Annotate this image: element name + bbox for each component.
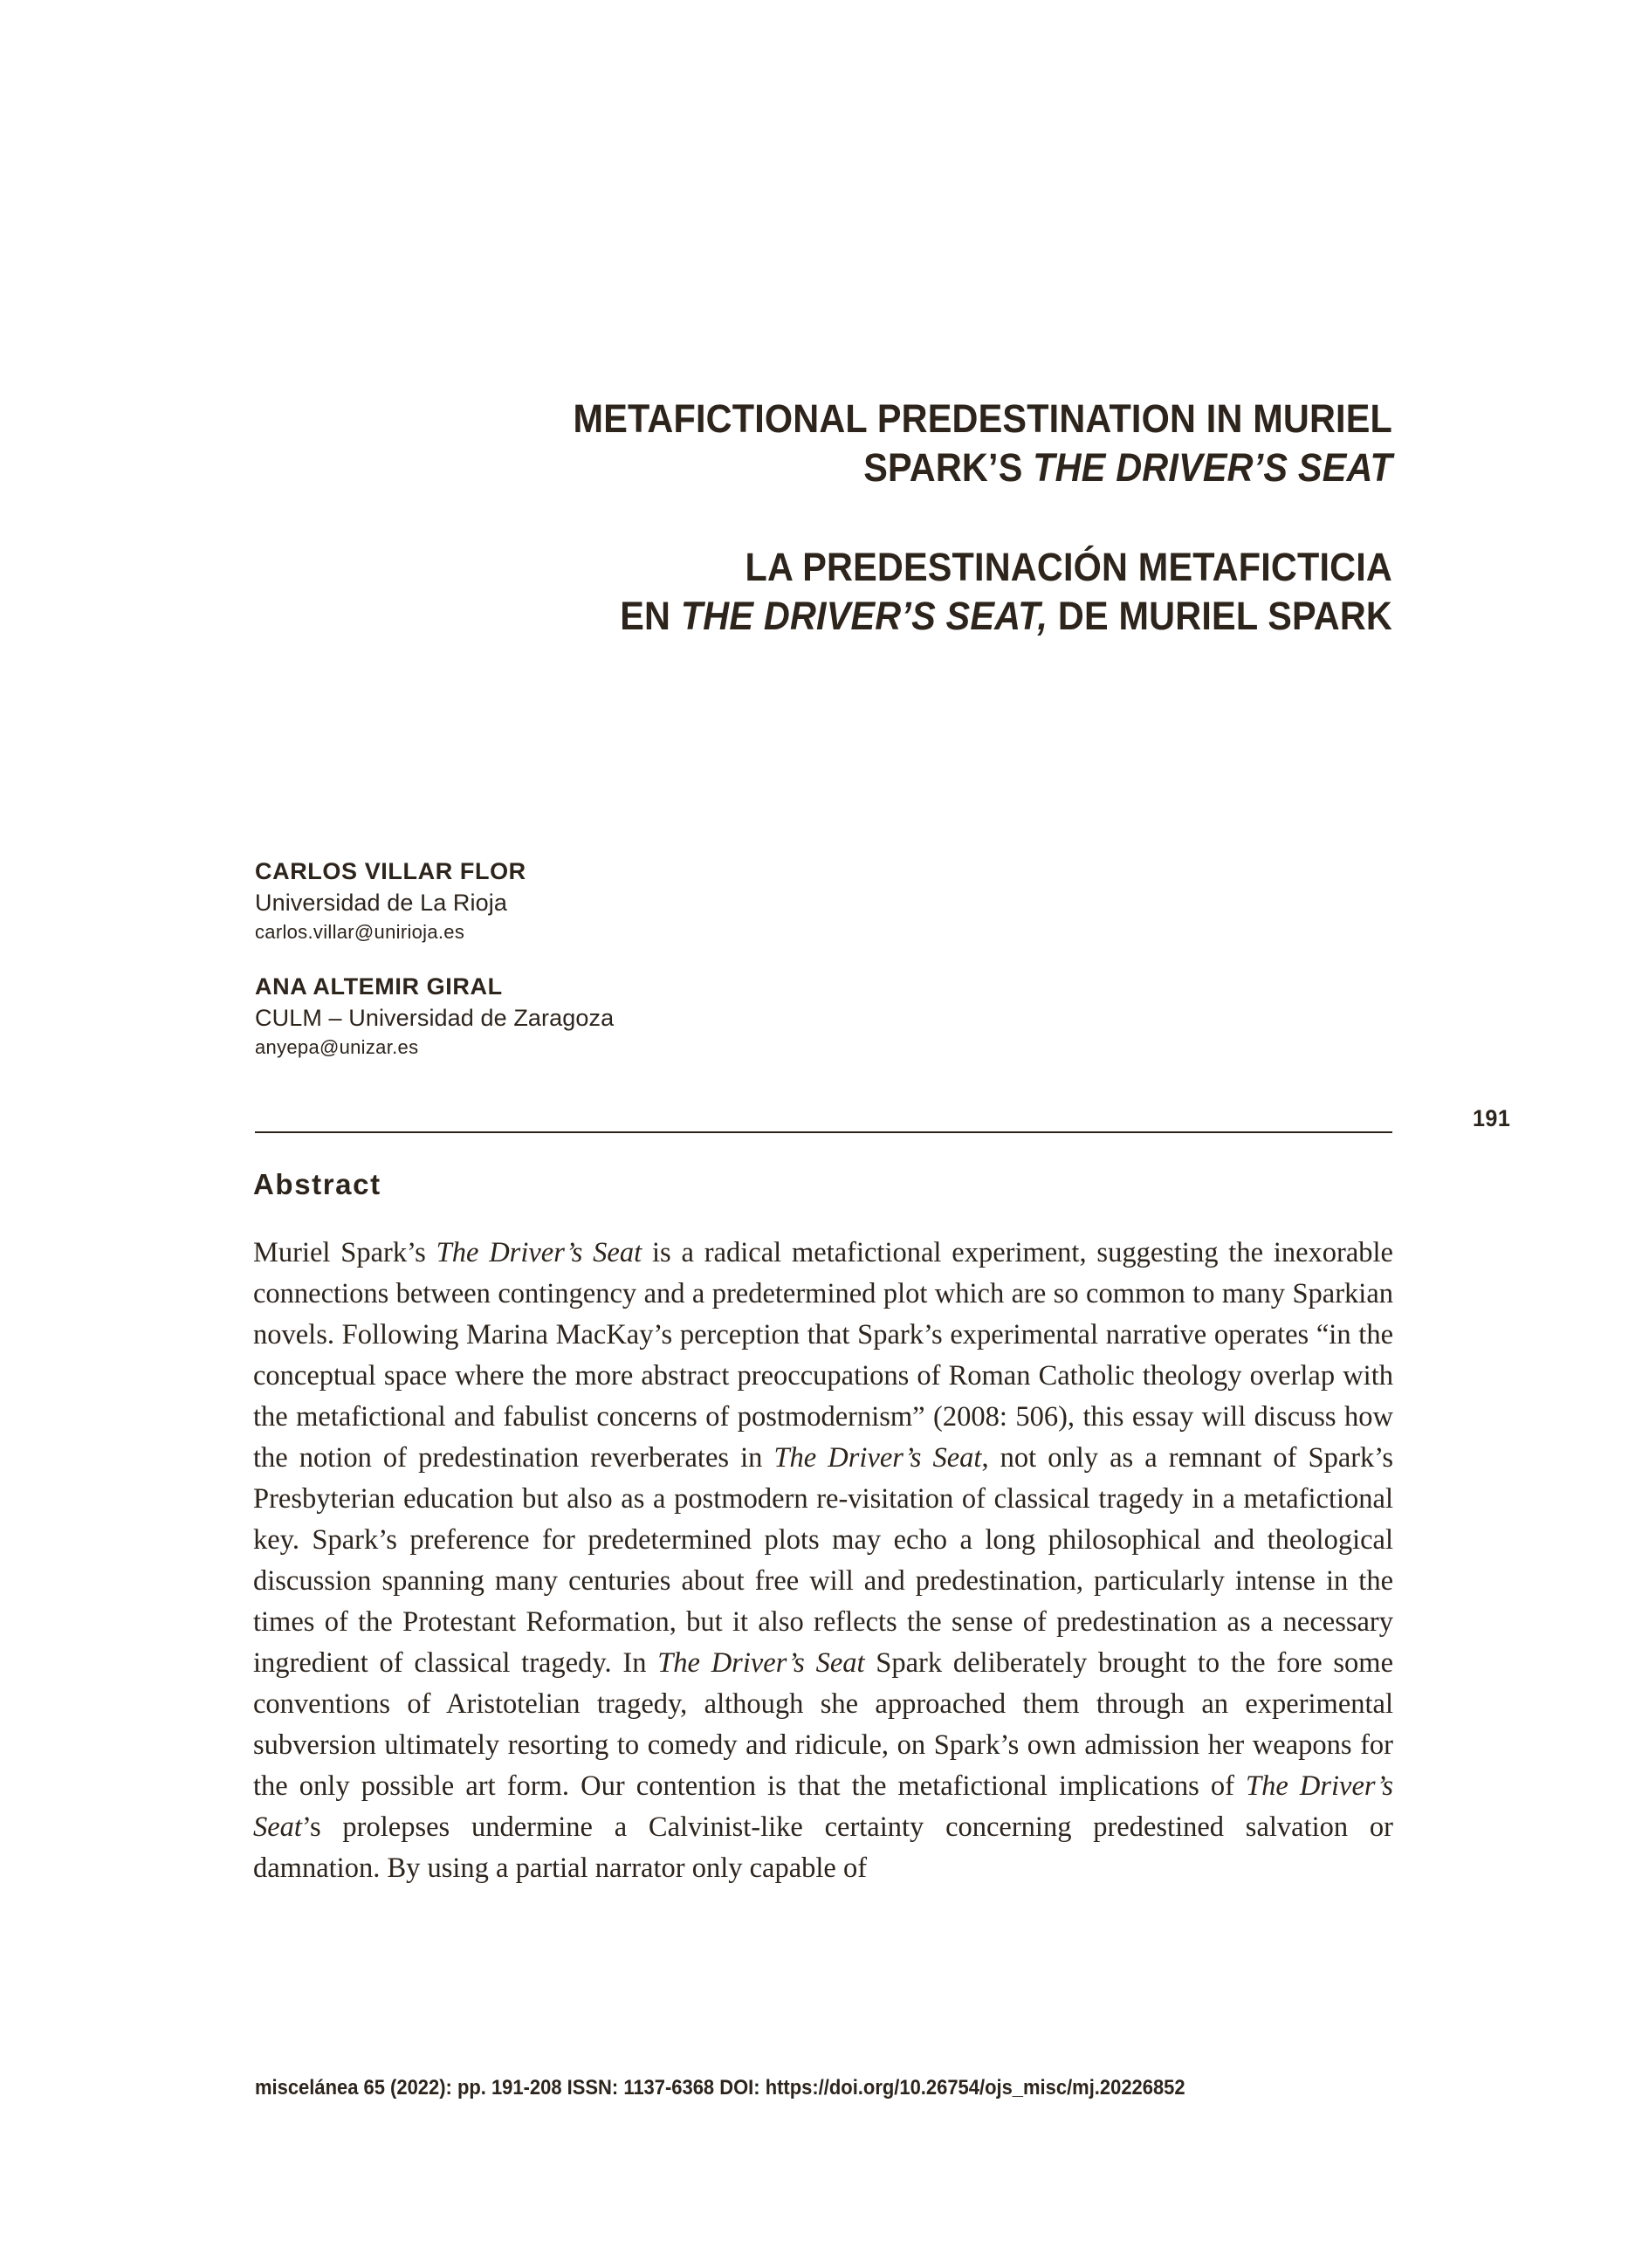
author-email-2[interactable]: anyepa@unizar.es <box>255 1036 419 1058</box>
title-english-line-2-plain: SPARK’S <box>863 445 1034 490</box>
abstract-segment-1: The Driver’s Seat <box>436 1237 642 1268</box>
author-entry-1 <box>255 856 1128 946</box>
abstract-segment-6: Spark deliberately brought to the fore some conventions of Aristotelian tragedy, although she approached them through an experimental subversion ultimately resorting to comedy and ridicule, on Spark’s own admission her weapons for the only possible art form. Our contention is that the metafictional implications of <box>253 1647 1393 1802</box>
abstract-segment-4: , not only as a remnant of Spark’s Presbyterian education but also as a postmodern re-visitation of classical tragedy in a metafictional key. Spark’s preference for predetermined plots may echo a long philosophical and theological discussion spanning many centuries about free will and predestination, particularly intense in the times of the Protestant Reformation, but it also reflects the sense of predestination as a necessary ingredient of classical tragedy. In <box>253 1442 1393 1679</box>
title-english-line-2 <box>346 443 1392 492</box>
abstract-segment-5: The Driver’s Seat <box>657 1647 865 1679</box>
abstract-segment-7: The Driver’s Seat <box>253 1770 1394 1843</box>
author-name-2: ANA ALTEMIR GIRAL <box>255 973 503 1000</box>
page-number: 191 <box>1473 1105 1511 1131</box>
author-affiliation-1: Universidad de La Rioja <box>255 890 507 916</box>
abstract-segment-8: ’s prolepses undermine a Calvinist-like certainty concerning predestined salvation or damnation. By using a partial narrator only capable of <box>253 1811 1393 1884</box>
title-spacer <box>255 492 1392 543</box>
abstract-segment-3: The Driver’s Seat <box>773 1442 982 1474</box>
title-spanish-line-2 <box>346 592 1392 641</box>
title-spanish-line-2-plain-end: DE MURIEL SPARK <box>1048 594 1392 638</box>
abstract-segment-2: is a radical metafictional experiment, suggesting the inexorable connections between contingency and a predetermined plot which are so common to many Sparkian novels. Following Marina MacKay’s perception that Spark’s experimental narrative operates “in the conceptual space where the more abstract preoccupations of Roman Catholic theology overlap with the metafictional and fabulist concerns of postmodernism” (2008: 506), this essay will discuss how the notion of predestination reverberates in <box>253 1237 1393 1474</box>
author-entry-2 <box>255 971 1128 1062</box>
footer-citation: miscelánea 65 (2022): pp. 191-208 ISSN: 1137-6368 DOI: https://doi.org/10.26754/ojs_misc/mj.20226852 <box>255 2076 1185 2100</box>
abstract-heading: Abstract <box>253 1168 381 1200</box>
author-name-1: CARLOS VILLAR FLOR <box>255 858 526 884</box>
header-divider-rule <box>255 1131 1392 1133</box>
authors-block <box>255 856 1128 1086</box>
title-spanish-line-1: LA PREDESTINACIÓN METAFICTICIA <box>745 545 1392 589</box>
abstract-body <box>253 1233 1393 1889</box>
title-english-line-1: METAFICTIONAL PREDESTINATION IN MURIEL <box>573 396 1392 441</box>
abstract-segment-0: Muriel Spark’s <box>253 1237 436 1268</box>
author-affiliation-2: CULM – Universidad de Zaragoza <box>255 1005 615 1031</box>
title-block <box>255 395 1392 641</box>
author-email-1[interactable]: carlos.villar@unirioja.es <box>255 921 465 943</box>
title-english-line-2-italic: THE DRIVER’S SEAT <box>1033 445 1392 490</box>
title-spanish-line-2-plain-start: EN <box>620 594 681 638</box>
title-spanish-line-2-italic: THE DRIVER’S SEAT, <box>680 594 1048 638</box>
